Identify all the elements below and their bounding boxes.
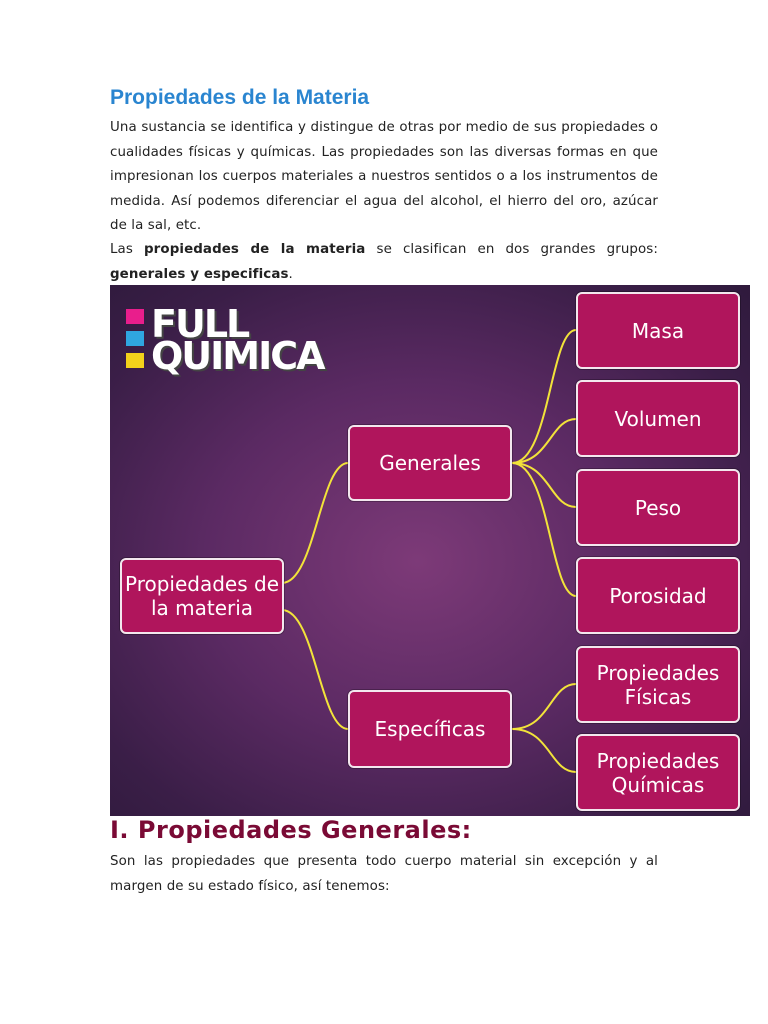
node-peso: Peso xyxy=(576,469,740,546)
section-paragraph: Son las propiedades que presenta todo cuerpo material sin excepción y al margen de su estado físico, así tenemos: xyxy=(110,854,658,894)
connector-root-generales xyxy=(282,463,348,583)
bold-term-propiedades: propiedades de la materia xyxy=(144,242,366,257)
logo-word-full: FULL xyxy=(151,302,249,346)
connector-generales-peso xyxy=(512,463,576,507)
classification-paragraph: Las propiedades de la materia se clasifican en dos grandes grupos: generales y especificas. xyxy=(110,242,658,282)
page-title: Propiedades de la Materia xyxy=(110,86,370,109)
section-heading: I. Propiedades Generales: xyxy=(110,816,472,844)
node-porosidad: Porosidad xyxy=(576,557,740,634)
node-root: Propiedades de la materia xyxy=(120,558,284,634)
connector-especificas-quimicas xyxy=(512,729,576,772)
node-especificas: Específicas xyxy=(348,690,512,768)
connector-generales-porosidad xyxy=(512,463,576,596)
connector-especificas-fisicas xyxy=(512,684,576,729)
connector-generales-volumen xyxy=(512,419,576,463)
connector-root-especificas xyxy=(282,610,348,729)
intro-paragraph: Una sustancia se identifica y distingue de otras por medio de sus propiedades o cualidades físicas y químicas. Las propiedades son las diversas formas en que impresionan los cuerpos materiales a nuestros sentidos o a los instrumentos de medida. Así podemos diferenciar el agua del alcohol, el hierro del oro, azúcar de la sal, etc. xyxy=(110,120,658,233)
concept-map-image xyxy=(110,285,750,816)
connector-generales-masa xyxy=(512,330,576,463)
node-masa: Masa xyxy=(576,292,740,369)
node-generales: Generales xyxy=(348,425,512,501)
node-propiedades-fisicas: Propiedades Físicas xyxy=(576,646,740,723)
logo-word-quimica: QUIMICA xyxy=(151,334,324,378)
bold-term-grupos: generales y especificas xyxy=(110,266,289,282)
node-propiedades-quimicas: Propiedades Químicas xyxy=(576,734,740,811)
node-volumen: Volumen xyxy=(576,380,740,457)
